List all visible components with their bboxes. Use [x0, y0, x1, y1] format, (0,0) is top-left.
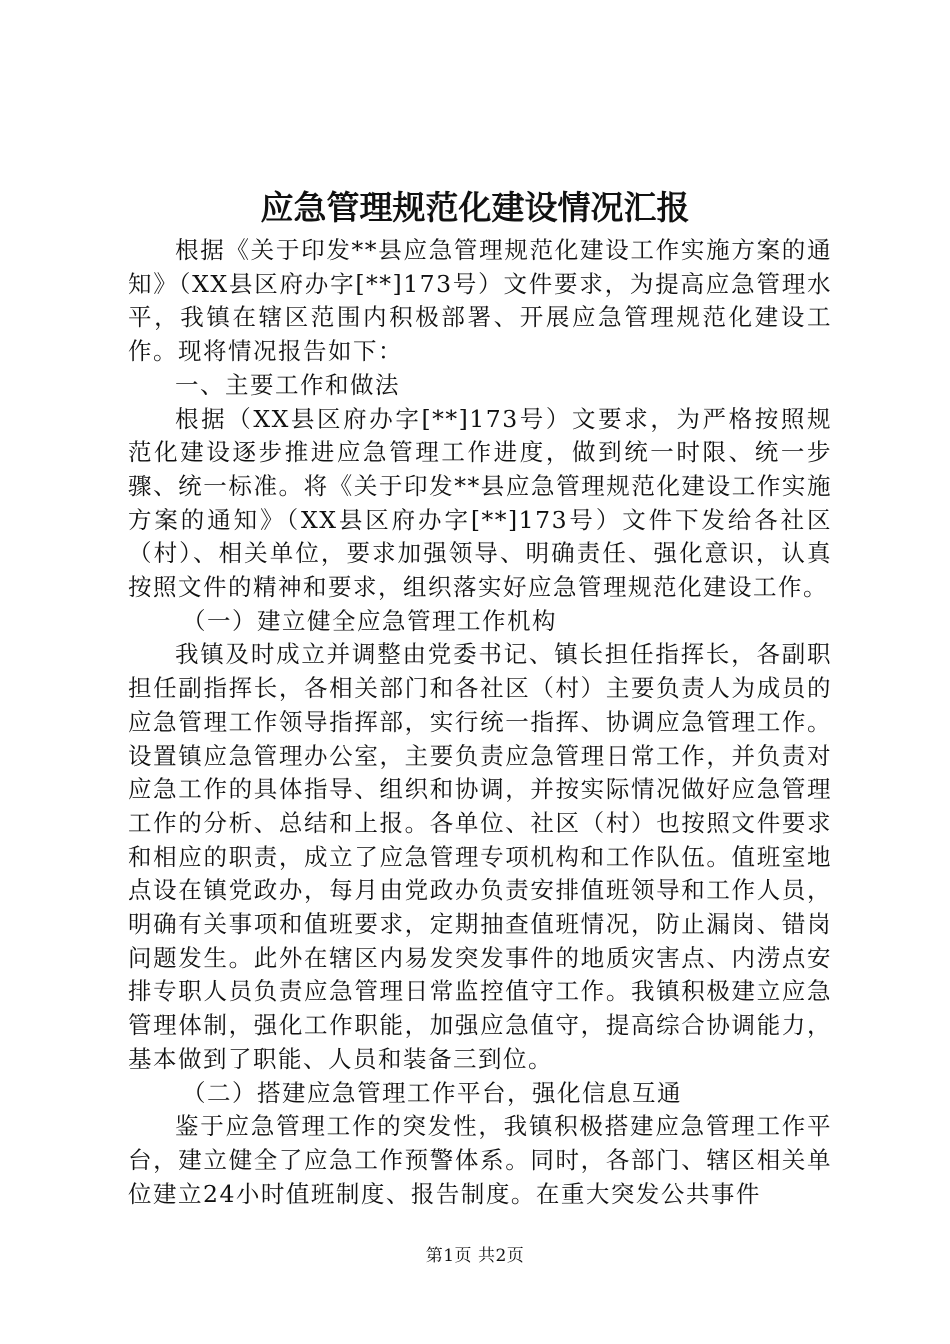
subsection-heading-1: （一）建立健全应急管理工作机构 [182, 606, 558, 635]
body-paragraph: 根据（XX县区府办字[**]173号）文要求，为严格按照规范化建设逐步推进应急管理工作进度，做到统一时限、统一步骤、统一标准。将《关于印发**县应急管理规范化建设工作实施方案的通知》（XX县区府办字[**]173号）文件下发给各社区（村）、相关单位，要求加强领导、明确责任、强化意识，认真按照文件的精神和要求，组织落实好应急管理规范化建设工作。 [128, 404, 832, 602]
document-title: 应急管理规范化建设情况汇报 [260, 188, 690, 227]
intro-paragraph: 根据《关于印发**县应急管理规范化建设工作实施方案的通知》（XX县区府办字[**]173号）文件要求，为提高应急管理水平，我镇在辖区范围内积极部署、开展应急管理规范化建设工作。现将情况报告如下： [128, 236, 832, 366]
subsection-heading-2: （二）搭建应急管理工作平台，强化信息互通 [182, 1078, 683, 1107]
section-heading-main-work: 一、主要工作和做法 [175, 370, 400, 399]
body-paragraph: 我镇及时成立并调整由党委书记、镇长担任指挥长，各副职担任副指挥长，各相关部门和各社区（村）主要负责人为成员的应急管理工作领导指挥部，实行统一指挥、协调应急管理工作。设置镇应急管理办公室，主要负责应急管理日常工作，并负责对应急工作的具体指导、组织和协调，并按实际情况做好应急管理工作的分析、总结和上报。各单位、社区（村）也按照文件要求和相应的职责，成立了应急管理专项机构和工作队伍。值班室地点设在镇党政办，每月由党政办负责安排值班领导和工作人员，明确有关事项和值班要求，定期抽查值班情况，防止漏岗、错岗问题发生。此外在辖区内易发突发事件的地质灾害点、内涝点安排专职人员负责应急管理日常监控值守工作。我镇积极建立应急管理体制，强化工作职能，加强应急值守，提高综合协调能力，基本做到了职能、人员和装备三到位。 [128, 640, 832, 1073]
document-body [128, 234, 832, 1211]
page-number-footer: 第1页 共2页 [425, 1246, 525, 1266]
body-paragraph: 鉴于应急管理工作的突发性，我镇积极搭建应急管理工作平台，建立健全了应急工作预警体系。同时，各部门、辖区相关单位建立24小时值班制度、报告制度。在重大突发公共事件 [128, 1112, 832, 1208]
